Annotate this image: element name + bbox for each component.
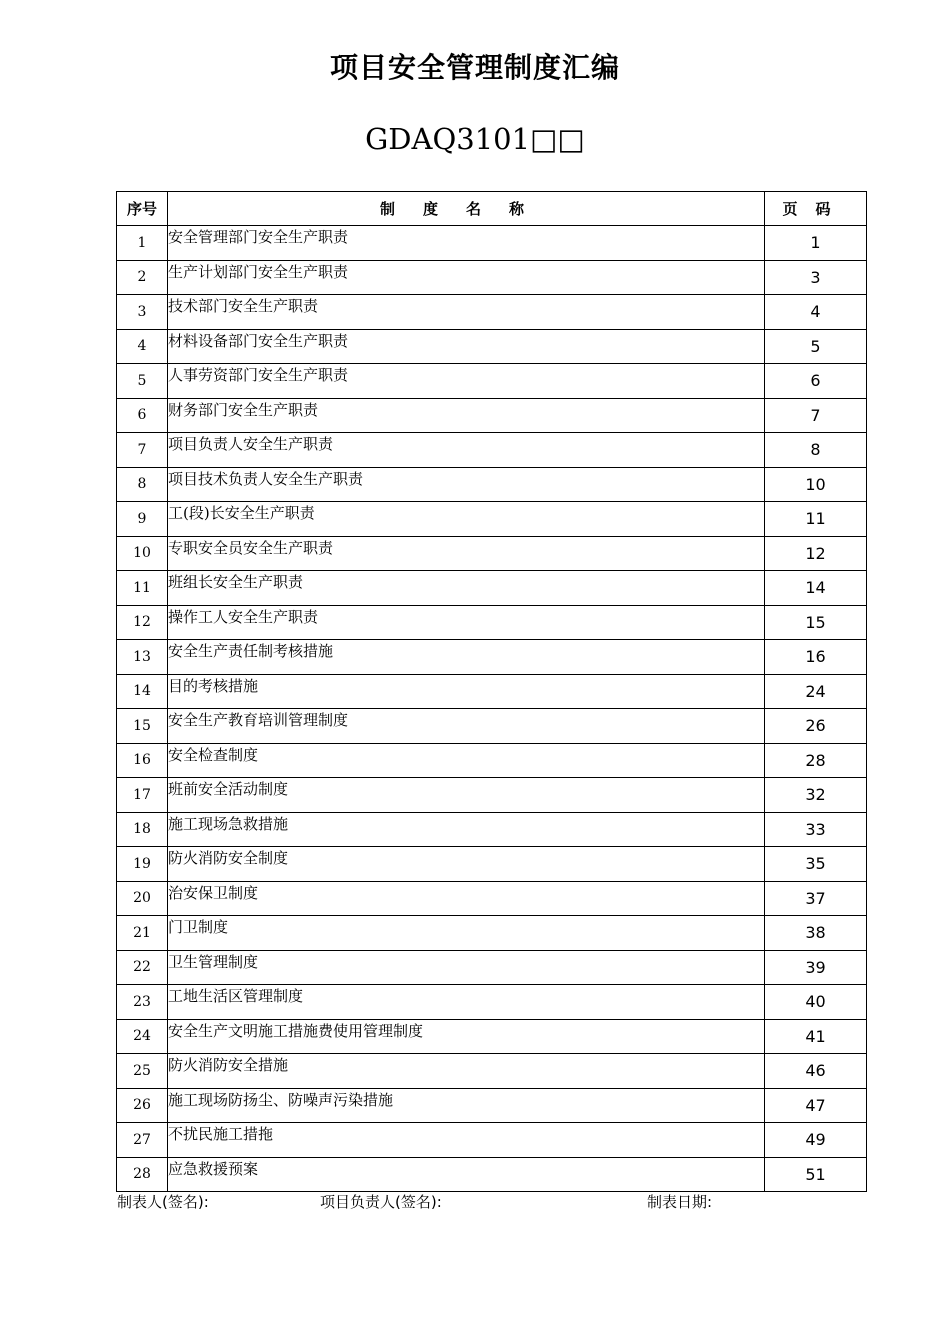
row-name: 专职安全员安全生产职责	[168, 536, 765, 571]
row-name: 目的考核措施	[168, 674, 765, 709]
row-page: 1	[765, 226, 867, 261]
row-name: 项目技术负责人安全生产职责	[168, 467, 765, 502]
row-page: 16	[765, 640, 867, 675]
table-row	[117, 640, 867, 675]
table-row	[117, 329, 867, 364]
table-row	[117, 433, 867, 468]
row-name: 不扰民施工措拖	[168, 1123, 765, 1158]
row-seq: 1	[117, 226, 168, 261]
row-seq: 13	[117, 640, 168, 675]
row-name: 防火消防安全措施	[168, 1054, 765, 1089]
row-seq: 15	[117, 709, 168, 744]
row-seq: 7	[117, 433, 168, 468]
row-seq: 26	[117, 1088, 168, 1123]
row-seq: 25	[117, 1054, 168, 1089]
row-page: 6	[765, 364, 867, 399]
row-name: 施工现场防扬尘、防噪声污染措施	[168, 1088, 765, 1123]
row-page: 32	[765, 778, 867, 813]
row-page: 7	[765, 398, 867, 433]
row-name: 防火消防安全制度	[168, 847, 765, 882]
table-row	[117, 1088, 867, 1123]
row-name: 安全检查制度	[168, 743, 765, 778]
document-code: GDAQ3101□□	[365, 122, 585, 156]
header-name: 制度名称	[168, 192, 765, 226]
table-row	[117, 226, 867, 261]
row-page: 47	[765, 1088, 867, 1123]
row-seq: 28	[117, 1157, 168, 1192]
row-name: 班组长安全生产职责	[168, 571, 765, 606]
row-name: 安全生产责任制考核措施	[168, 640, 765, 675]
header-page: 页码	[765, 192, 867, 226]
row-name: 安全管理部门安全生产职责	[168, 226, 765, 261]
row-seq: 17	[117, 778, 168, 813]
row-seq: 4	[117, 329, 168, 364]
row-seq: 27	[117, 1123, 168, 1158]
table-body	[117, 226, 867, 1192]
row-name: 财务部门安全生产职责	[168, 398, 765, 433]
row-name: 安全生产文明施工措施费使用管理制度	[168, 1019, 765, 1054]
row-name: 应急救援预案	[168, 1157, 765, 1192]
row-page: 38	[765, 916, 867, 951]
row-seq: 10	[117, 536, 168, 571]
row-name: 工(段)长安全生产职责	[168, 502, 765, 537]
row-page: 14	[765, 571, 867, 606]
row-page: 40	[765, 985, 867, 1020]
table-row	[117, 467, 867, 502]
row-seq: 9	[117, 502, 168, 537]
row-seq: 19	[117, 847, 168, 882]
table-row	[117, 605, 867, 640]
row-page: 37	[765, 881, 867, 916]
row-seq: 24	[117, 1019, 168, 1054]
table-header-row	[117, 192, 867, 226]
table-row	[117, 536, 867, 571]
row-seq: 16	[117, 743, 168, 778]
table-row	[117, 881, 867, 916]
row-seq: 14	[117, 674, 168, 709]
row-page: 8	[765, 433, 867, 468]
table-row	[117, 674, 867, 709]
row-page: 24	[765, 674, 867, 709]
row-page: 35	[765, 847, 867, 882]
row-page: 28	[765, 743, 867, 778]
footer-date: 制表日期:	[647, 1193, 713, 1211]
row-name: 人事劳资部门安全生产职责	[168, 364, 765, 399]
row-name: 操作工人安全生产职责	[168, 605, 765, 640]
row-page: 10	[765, 467, 867, 502]
table-row	[117, 260, 867, 295]
footer-preparer: 制表人(签名):	[117, 1193, 209, 1211]
document-title: 项目安全管理制度汇编	[329, 51, 620, 84]
row-page: 5	[765, 329, 867, 364]
table-row	[117, 916, 867, 951]
row-seq: 8	[117, 467, 168, 502]
row-name: 项目负责人安全生产职责	[168, 433, 765, 468]
row-page: 41	[765, 1019, 867, 1054]
row-seq: 22	[117, 950, 168, 985]
table-row	[117, 364, 867, 399]
row-name: 班前安全活动制度	[168, 778, 765, 813]
table-row	[117, 743, 867, 778]
row-seq: 20	[117, 881, 168, 916]
row-seq: 11	[117, 571, 168, 606]
table-row	[117, 847, 867, 882]
table-row	[117, 571, 867, 606]
table-row	[117, 778, 867, 813]
row-seq: 21	[117, 916, 168, 951]
table-row	[117, 1123, 867, 1158]
row-page: 46	[765, 1054, 867, 1089]
table-row	[117, 295, 867, 330]
row-page: 4	[765, 295, 867, 330]
row-page: 11	[765, 502, 867, 537]
row-page: 39	[765, 950, 867, 985]
row-name: 卫生管理制度	[168, 950, 765, 985]
table-row	[117, 812, 867, 847]
table-row	[117, 398, 867, 433]
table-row	[117, 1019, 867, 1054]
row-seq: 12	[117, 605, 168, 640]
row-name: 工地生活区管理制度	[168, 985, 765, 1020]
footer-project-lead: 项目负责人(签名):	[320, 1193, 442, 1211]
row-page: 15	[765, 605, 867, 640]
row-name: 技术部门安全生产职责	[168, 295, 765, 330]
table-row	[117, 502, 867, 537]
row-page: 49	[765, 1123, 867, 1158]
row-page: 51	[765, 1157, 867, 1192]
row-name: 门卫制度	[168, 916, 765, 951]
toc-table	[116, 191, 867, 1192]
row-name: 材料设备部门安全生产职责	[168, 329, 765, 364]
row-seq: 5	[117, 364, 168, 399]
header-seq: 序号	[117, 192, 168, 226]
row-seq: 3	[117, 295, 168, 330]
row-page: 33	[765, 812, 867, 847]
row-seq: 23	[117, 985, 168, 1020]
table-row	[117, 1157, 867, 1192]
row-name: 安全生产教育培训管理制度	[168, 709, 765, 744]
row-seq: 18	[117, 812, 168, 847]
row-seq: 2	[117, 260, 168, 295]
row-page: 3	[765, 260, 867, 295]
table-row	[117, 1054, 867, 1089]
table-row	[117, 950, 867, 985]
table-row	[117, 985, 867, 1020]
row-page: 12	[765, 536, 867, 571]
table-row	[117, 709, 867, 744]
row-name: 生产计划部门安全生产职责	[168, 260, 765, 295]
row-page: 26	[765, 709, 867, 744]
row-name: 治安保卫制度	[168, 881, 765, 916]
row-seq: 6	[117, 398, 168, 433]
row-name: 施工现场急救措施	[168, 812, 765, 847]
